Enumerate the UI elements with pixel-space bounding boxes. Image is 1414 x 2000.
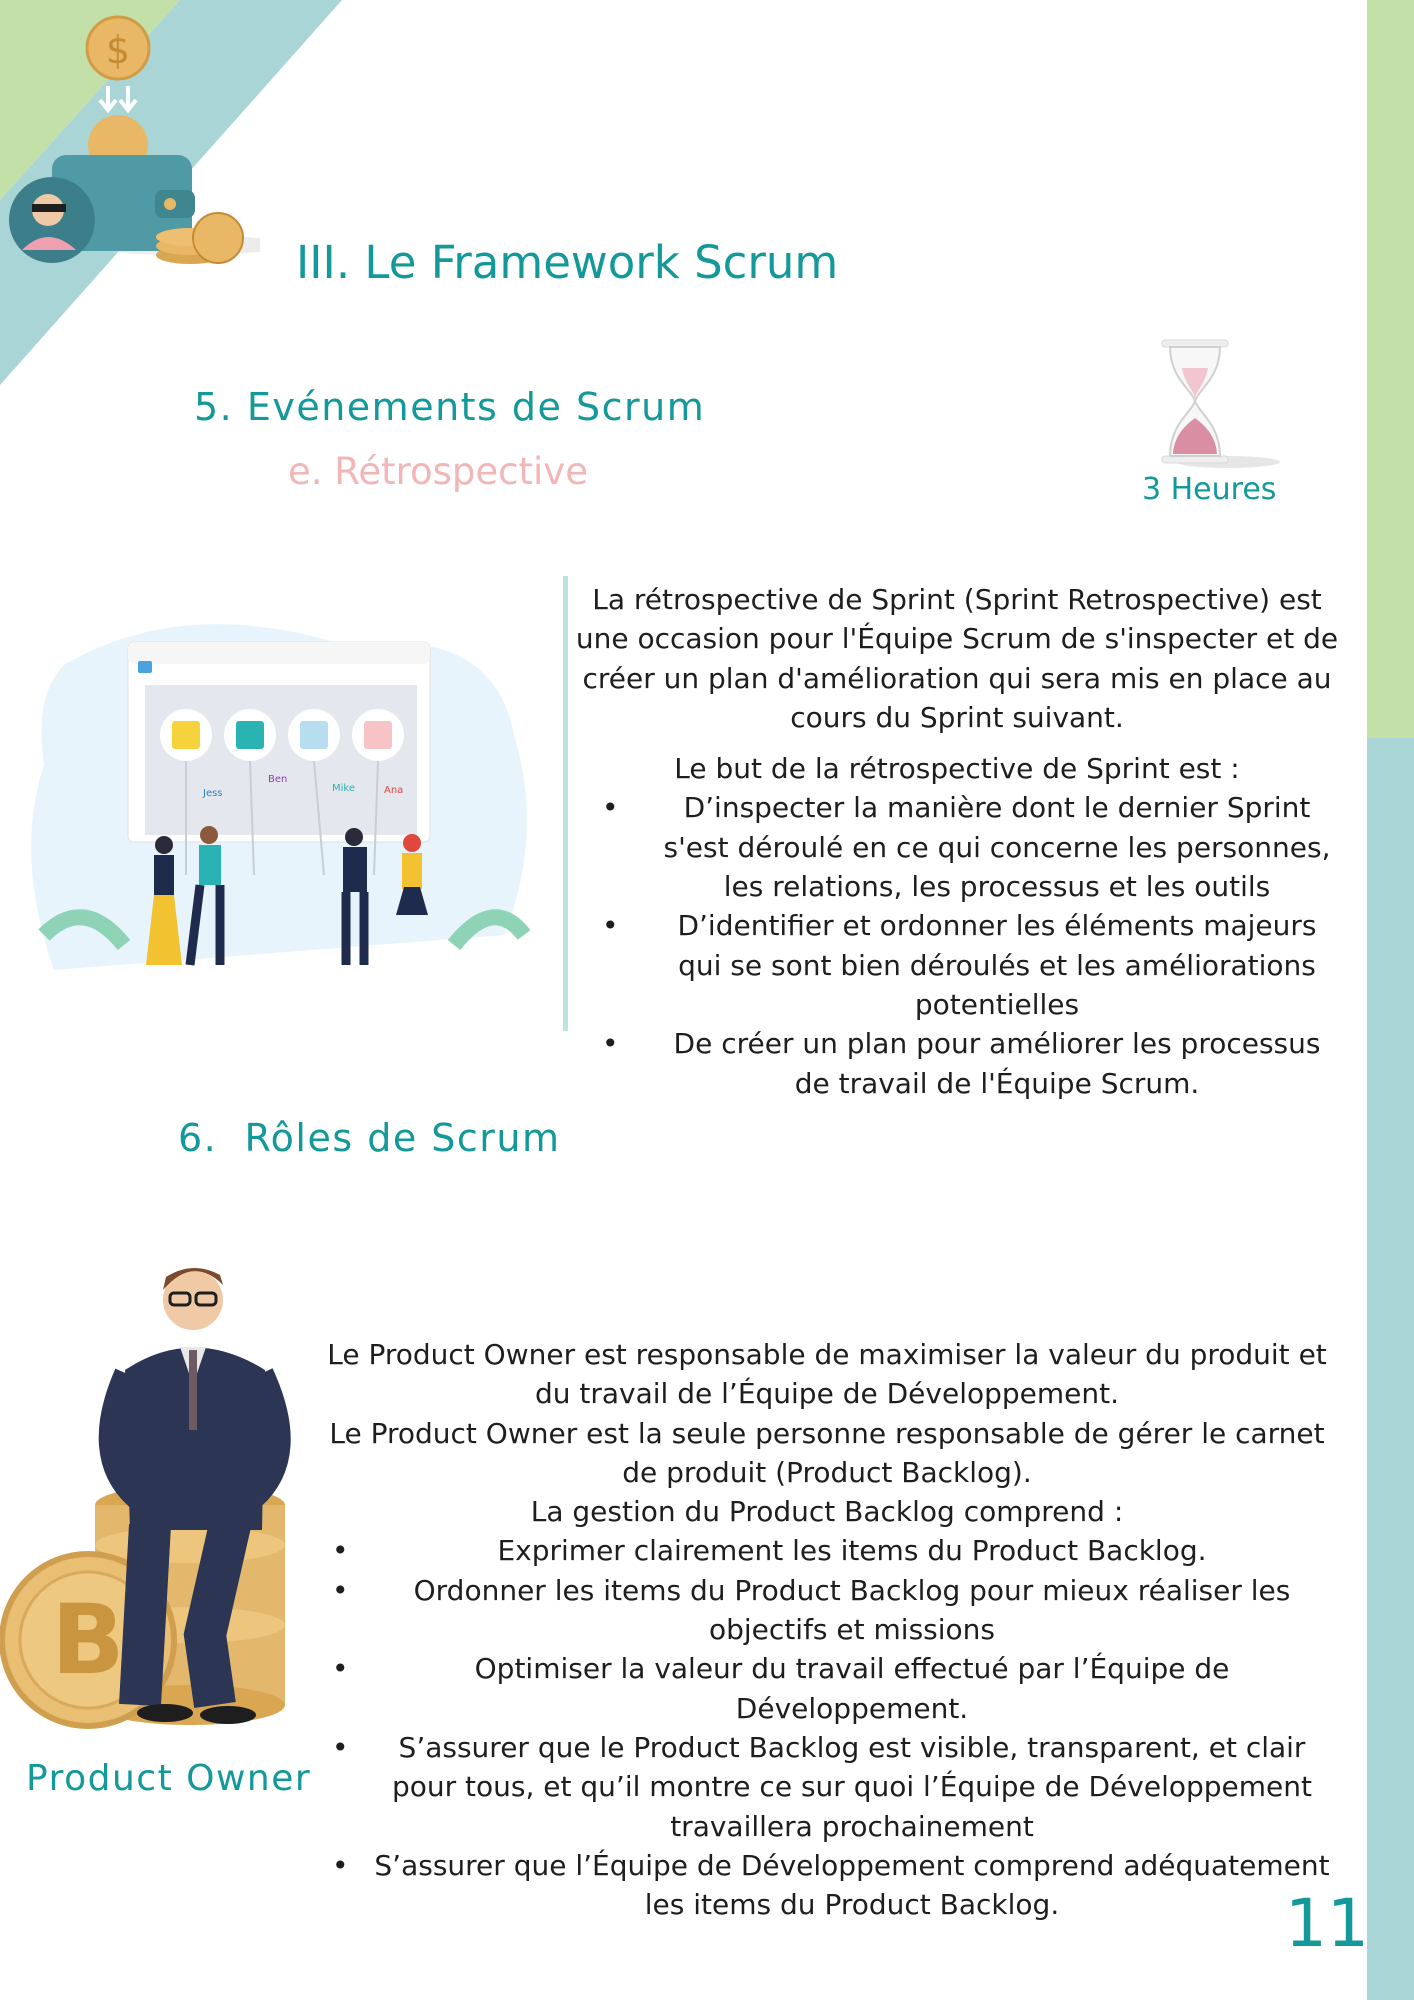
section-heading-events: 5. Evénements de Scrum — [194, 385, 706, 429]
list-item-text: D’inspecter la manière dont le dernier Sprint s'est déroulé en ce qui concerne les personnes, les relations, les processus et les outils — [663, 791, 1331, 904]
list-item-text: Optimiser la valeur du travail effectué par l’Équipe de Développement. — [474, 1652, 1230, 1725]
list-item — [314, 1531, 1340, 1570]
right-accent-bar-blue — [1367, 738, 1414, 2000]
list-item-text: D’identifier et ordonner les éléments majeurs qui se sont bien déroulés et les améliorations potentielles — [677, 909, 1317, 1021]
page-number: 11 — [1285, 1885, 1369, 1962]
svg-text:B: B — [51, 1584, 125, 1696]
illustration-name-mike: Mike — [332, 783, 355, 794]
retrospective-text — [572, 580, 1342, 1103]
retrospective-illustration — [24, 605, 544, 975]
list-item-text: De créer un plan pour améliorer les processus de travail de l'Équipe Scrum. — [673, 1027, 1321, 1100]
bullet-glyph: • — [332, 1534, 349, 1568]
list-item — [572, 1024, 1342, 1103]
product-owner-para-3: La gestion du Product Backlog comprend : — [530, 1495, 1124, 1529]
bullet-glyph: • — [602, 1027, 619, 1061]
product-owner-para-1: Le Product Owner est responsable de maximiser la valeur du produit et du travail de l’Équipe de Développement. — [327, 1338, 1327, 1411]
hourglass-icon — [1150, 338, 1290, 473]
subsection-heading-retrospective: e. Rétrospective — [288, 450, 588, 493]
illustration-name-ana: Ana — [384, 785, 404, 796]
list-item — [572, 906, 1342, 1024]
list-item-text: Ordonner les items du Product Backlog pour mieux réaliser les objectifs et missions — [413, 1573, 1291, 1647]
list-item-text: S’assurer que le Product Backlog est visible, transparent, et clair pour tous, et qu’il montre ce sur quoi l’Équipe de Développement travaillera prochainement — [391, 1730, 1312, 1843]
retrospective-goal-lead: Le but de la rétrospective de Sprint est : — [674, 752, 1240, 786]
bullet-glyph: • — [332, 1730, 349, 1764]
section-number: 6. — [178, 1116, 218, 1160]
section-heading-roles — [178, 1116, 561, 1160]
list-item — [314, 1649, 1340, 1728]
list-item — [572, 788, 1342, 906]
illustration-name-ben: Ben — [268, 774, 288, 785]
right-accent-bar-green — [1367, 0, 1414, 738]
vertical-divider — [563, 576, 568, 1031]
wallet-coins-illustration — [0, 10, 260, 280]
bullet-glyph: • — [332, 1848, 349, 1882]
bullet-glyph: • — [602, 909, 619, 943]
bullet-glyph: • — [602, 791, 619, 825]
retrospective-intro: La rétrospective de Sprint (Sprint Retrospective) est une occasion pour l'Équipe Scrum de s'inspecter et de créer un plan d'amélioration qui sera mis en place au cours du Sprint suivant. — [575, 583, 1339, 734]
page-title: III. Le Framework Scrum — [296, 236, 839, 289]
svg-text:$: $ — [105, 28, 131, 72]
bullet-glyph: • — [332, 1652, 349, 1686]
product-owner-label: Product Owner — [26, 1758, 312, 1799]
retrospective-bullet-list — [572, 788, 1342, 1102]
illustration-name-jess: Jess — [203, 788, 223, 799]
list-item-text: Exprimer clairement les items du Product Backlog. — [497, 1534, 1207, 1568]
list-item — [314, 1571, 1340, 1650]
product-owner-illustration — [0, 1255, 300, 1745]
list-item — [314, 1728, 1340, 1846]
product-owner-text — [314, 1335, 1340, 1924]
product-owner-bullet-list — [314, 1531, 1340, 1924]
list-item — [314, 1846, 1340, 1925]
bullet-glyph: • — [332, 1573, 349, 1607]
list-item-text: S’assurer que l’Équipe de Développement comprend adéquatement les items du Product Backlog. — [374, 1848, 1330, 1922]
duration-label: 3 Heures — [1142, 472, 1277, 507]
product-owner-para-2: Le Product Owner est la seule personne responsable de gérer le carnet de produit (Product Backlog). — [329, 1416, 1325, 1489]
section-title: Rôles de Scrum — [244, 1116, 561, 1160]
